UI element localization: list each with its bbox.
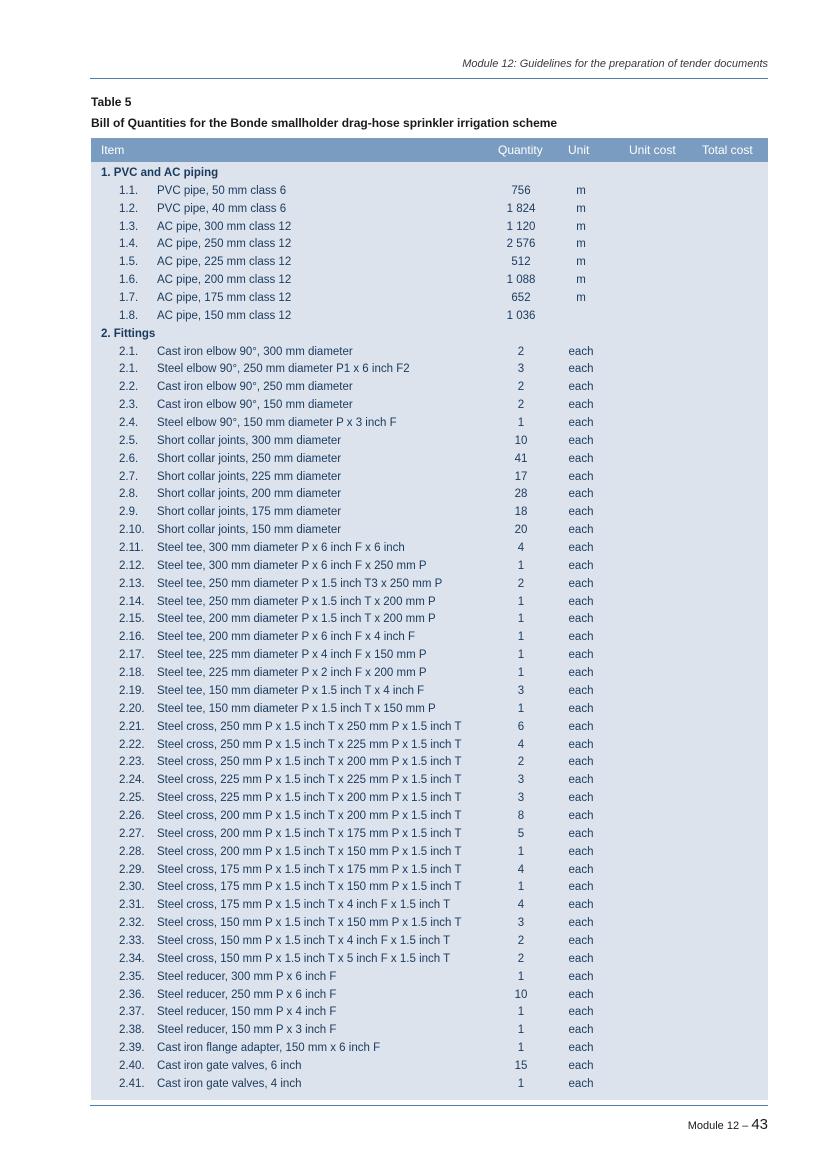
item-description: Steel cross, 150 mm P x 1.5 inch T x 5 inch F x 1.5 inch T <box>157 952 451 965</box>
item-number: 2.10. <box>119 524 145 537</box>
item-unit: each <box>568 934 594 947</box>
item-number: 2.17. <box>119 649 145 662</box>
item-description: Steel tee, 250 mm diameter P x 1.5 inch T x 200 mm P <box>157 595 436 608</box>
item-unit: each <box>568 649 594 662</box>
item-number: 2.37. <box>119 1006 145 1019</box>
item-unit: each <box>568 417 594 430</box>
item-description: Steel reducer, 150 mm P x 4 inch F <box>157 1006 337 1019</box>
item-unit: each <box>568 792 594 805</box>
item-description: PVC pipe, 50 mm class 6 <box>157 184 287 197</box>
item-description: Steel tee, 300 mm diameter P x 6 inch F x 6 inch <box>157 542 405 555</box>
table-row <box>91 344 768 362</box>
item-number: 2.8. <box>119 488 139 501</box>
item-quantity: 4 <box>517 542 525 555</box>
item-description: Steel tee, 150 mm diameter P x 1.5 inch T x 150 mm P <box>157 702 436 715</box>
table-row <box>91 361 768 379</box>
section-label: 1. PVC and AC piping <box>101 167 219 179</box>
table-row <box>91 290 768 308</box>
item-quantity: 2 <box>517 756 525 769</box>
item-unit: each <box>568 506 594 519</box>
item-unit: each <box>568 881 594 894</box>
table-row <box>91 915 768 933</box>
item-quantity: 2 <box>517 934 525 947</box>
item-description: Steel cross, 175 mm P x 1.5 inch T x 175 mm P x 1.5 inch T <box>157 863 462 876</box>
item-quantity: 3 <box>517 363 525 376</box>
table-row <box>91 629 768 647</box>
item-number: 2.19. <box>119 684 145 697</box>
item-unit: each <box>568 684 594 697</box>
item-unit: each <box>568 845 594 858</box>
item-quantity: 756 <box>511 184 531 197</box>
table-caption: Bill of Quantities for the Bonde smallholder drag-hose sprinkler irrigation scheme <box>91 116 558 130</box>
item-number: 1.3. <box>119 220 139 233</box>
item-description: AC pipe, 225 mm class 12 <box>157 256 292 269</box>
table-row <box>91 808 768 826</box>
table-row <box>91 1004 768 1022</box>
bill-of-quantities-table <box>91 138 768 1100</box>
item-number: 2.2. <box>119 381 139 394</box>
item-unit: each <box>568 774 594 787</box>
column-header-total-cost: Total cost <box>702 143 753 157</box>
footer-rule <box>90 1105 768 1106</box>
page-number: 43 <box>751 1116 768 1133</box>
table-row <box>91 647 768 665</box>
item-number: 2.1. <box>119 345 139 358</box>
item-quantity: 1 <box>517 649 525 662</box>
item-description: Steel cross, 250 mm P x 1.5 inch T x 200 mm P x 1.5 inch T <box>157 756 462 769</box>
item-number: 2.28. <box>119 845 145 858</box>
item-number: 1.5. <box>119 256 139 269</box>
item-quantity: 4 <box>517 899 525 912</box>
item-number: 1.7. <box>119 292 139 305</box>
section-row <box>91 165 768 183</box>
table-label: Table 5 <box>91 95 132 109</box>
item-number: 1.1. <box>119 184 139 197</box>
page-footer <box>688 1116 768 1133</box>
item-description: Cast iron gate valves, 6 inch <box>157 1059 302 1072</box>
table-row <box>91 1022 768 1040</box>
item-unit: each <box>568 631 594 644</box>
item-unit: each <box>568 1006 594 1019</box>
item-unit: each <box>568 1077 594 1090</box>
item-description: Steel reducer, 250 mm P x 6 inch F <box>157 988 337 1001</box>
table-row <box>91 969 768 987</box>
item-number: 2.40. <box>119 1059 145 1072</box>
item-unit: each <box>568 827 594 840</box>
item-quantity: 1 <box>517 559 525 572</box>
item-quantity: 3 <box>517 684 525 697</box>
table-row <box>91 236 768 254</box>
item-description: Cast iron flange adapter, 150 mm x 6 inch F <box>157 1042 381 1055</box>
item-quantity: 2 576 <box>506 238 536 251</box>
table-row <box>91 540 768 558</box>
table-row <box>91 683 768 701</box>
item-quantity: 1 <box>517 417 525 430</box>
item-unit: each <box>568 524 594 537</box>
item-quantity: 1 <box>517 595 525 608</box>
item-unit: m <box>576 292 586 305</box>
table-row <box>91 701 768 719</box>
table-row <box>91 719 768 737</box>
item-description: Steel cross, 150 mm P x 1.5 inch T x 4 inch F x 1.5 inch T <box>157 934 451 947</box>
item-unit: each <box>568 1059 594 1072</box>
table-row <box>91 415 768 433</box>
table-row <box>91 951 768 969</box>
item-quantity: 1 <box>517 1024 525 1037</box>
item-unit: each <box>568 863 594 876</box>
item-description: Cast iron elbow 90°, 250 mm diameter <box>157 381 353 394</box>
table-row <box>91 594 768 612</box>
item-description: Steel tee, 225 mm diameter P x 4 inch F x 150 mm P <box>157 649 427 662</box>
item-unit: each <box>568 345 594 358</box>
item-quantity: 1 <box>517 702 525 715</box>
item-number: 2.16. <box>119 631 145 644</box>
section-label: 2. Fittings <box>101 327 156 340</box>
item-unit: each <box>568 542 594 555</box>
column-header-item: Item <box>101 143 125 157</box>
table-row <box>91 272 768 290</box>
item-number: 2.22. <box>119 738 145 751</box>
table-row <box>91 522 768 540</box>
item-unit: each <box>568 667 594 680</box>
item-description: Steel tee, 200 mm diameter P x 6 inch F x 4 inch F <box>157 631 416 644</box>
table-header-row <box>91 138 768 162</box>
item-quantity: 20 <box>514 524 528 537</box>
item-number: 2.27. <box>119 827 145 840</box>
item-quantity: 2 <box>517 399 525 412</box>
item-number: 2.33. <box>119 934 145 947</box>
table-body <box>91 162 768 1100</box>
item-description: Steel reducer, 150 mm P x 3 inch F <box>157 1024 337 1037</box>
table-row <box>91 611 768 629</box>
item-unit: each <box>568 809 594 822</box>
column-header-quantity: Quantity <box>498 143 543 157</box>
item-number: 2.6. <box>119 452 139 465</box>
item-number: 1.4. <box>119 238 139 251</box>
table-row <box>91 486 768 504</box>
item-number: 2.5. <box>119 434 139 447</box>
item-unit: each <box>568 613 594 626</box>
item-number: 2.21. <box>119 720 145 733</box>
item-description: PVC pipe, 40 mm class 6 <box>157 202 287 215</box>
table-row <box>91 790 768 808</box>
item-number: 2.25. <box>119 792 145 805</box>
item-unit: each <box>568 399 594 412</box>
table-row <box>91 254 768 272</box>
item-quantity: 1 <box>517 1006 525 1019</box>
item-quantity: 1 824 <box>506 202 536 215</box>
item-description: AC pipe, 250 mm class 12 <box>157 238 292 251</box>
item-unit: each <box>568 363 594 376</box>
item-unit: m <box>576 256 586 269</box>
table-row <box>91 504 768 522</box>
item-description: Short collar joints, 225 mm diameter <box>157 470 342 483</box>
item-quantity: 3 <box>517 917 525 930</box>
item-description: Short collar joints, 250 mm diameter <box>157 452 342 465</box>
item-quantity: 1 <box>517 667 525 680</box>
item-description: Steel tee, 150 mm diameter P x 1.5 inch T x 4 inch F <box>157 684 425 697</box>
table-row <box>91 1058 768 1076</box>
item-number: 2.29. <box>119 863 145 876</box>
item-quantity: 18 <box>514 506 528 519</box>
item-quantity: 1 <box>517 613 525 626</box>
item-quantity: 4 <box>517 863 525 876</box>
table-row <box>91 844 768 862</box>
item-unit: m <box>576 202 586 215</box>
item-number: 2.23. <box>119 756 145 769</box>
item-number: 2.39. <box>119 1042 145 1055</box>
item-description: Steel cross, 225 mm P x 1.5 inch T x 200 mm P x 1.5 inch T <box>157 792 462 805</box>
item-quantity: 652 <box>511 292 531 305</box>
item-number: 2.15. <box>119 613 145 626</box>
item-description: Cast iron gate valves, 4 inch <box>157 1077 302 1090</box>
table-row <box>91 433 768 451</box>
item-unit: m <box>576 274 586 287</box>
item-number: 2.9. <box>119 506 139 519</box>
item-quantity: 2 <box>517 577 525 590</box>
item-number: 2.3. <box>119 399 139 412</box>
item-quantity: 2 <box>517 381 525 394</box>
item-quantity: 1 <box>517 881 525 894</box>
item-unit: m <box>576 184 586 197</box>
item-quantity: 10 <box>514 434 528 447</box>
item-quantity: 512 <box>511 256 531 269</box>
table-row <box>91 219 768 237</box>
item-description: Steel reducer, 300 mm P x 6 inch F <box>157 970 337 983</box>
table-row <box>91 987 768 1005</box>
item-description: Steel cross, 175 mm P x 1.5 inch T x 4 inch F x 1.5 inch T <box>157 899 451 912</box>
item-number: 2.18. <box>119 667 145 680</box>
table-row <box>91 933 768 951</box>
item-description: AC pipe, 150 mm class 12 <box>157 309 292 322</box>
item-unit: each <box>568 595 594 608</box>
item-quantity: 1 <box>517 1042 525 1055</box>
item-number: 2.34. <box>119 952 145 965</box>
table-row <box>91 1076 768 1094</box>
item-number: 2.35. <box>119 970 145 983</box>
item-number: 2.13. <box>119 577 145 590</box>
item-description: Steel tee, 300 mm diameter P x 6 inch F x 250 mm P <box>157 559 427 572</box>
item-description: Steel cross, 200 mm P x 1.5 inch T x 200 mm P x 1.5 inch T <box>157 809 462 822</box>
item-quantity: 3 <box>517 774 525 787</box>
column-header-unit-cost: Unit cost <box>629 143 676 157</box>
item-unit: each <box>568 988 594 1001</box>
item-quantity: 41 <box>514 452 528 465</box>
item-quantity: 15 <box>514 1059 528 1072</box>
item-number: 2.1. <box>119 363 139 376</box>
item-quantity: 1 <box>517 1077 525 1090</box>
header-rule <box>90 78 768 79</box>
item-unit: each <box>568 899 594 912</box>
item-description: Cast iron elbow 90°, 150 mm diameter <box>157 399 353 412</box>
table-row <box>91 469 768 487</box>
item-quantity: 6 <box>517 720 525 733</box>
item-number: 2.7. <box>119 470 139 483</box>
item-unit: each <box>568 488 594 501</box>
item-description: Short collar joints, 200 mm diameter <box>157 488 342 501</box>
table-row <box>91 754 768 772</box>
item-description: Cast iron elbow 90°, 300 mm diameter <box>157 345 353 358</box>
section-row <box>91 326 768 344</box>
item-number: 2.32. <box>119 917 145 930</box>
item-unit: each <box>568 970 594 983</box>
item-quantity: 28 <box>514 488 528 501</box>
table-row <box>91 183 768 201</box>
item-quantity: 10 <box>514 988 528 1001</box>
item-unit: each <box>568 738 594 751</box>
item-description: Steel cross, 150 mm P x 1.5 inch T x 150 mm P x 1.5 inch T <box>157 917 462 930</box>
item-unit: each <box>568 1042 594 1055</box>
table-row <box>91 201 768 219</box>
item-description: Steel cross, 250 mm P x 1.5 inch T x 225 mm P x 1.5 inch T <box>157 738 462 751</box>
table-row <box>91 576 768 594</box>
item-quantity: 2 <box>517 345 525 358</box>
item-unit: each <box>568 559 594 572</box>
item-description: Short collar joints, 300 mm diameter <box>157 434 342 447</box>
item-number: 2.31. <box>119 899 145 912</box>
item-quantity: 2 <box>517 952 525 965</box>
item-description: Steel elbow 90°, 250 mm diameter P1 x 6 inch F2 <box>157 363 410 376</box>
item-number: 2.4. <box>119 417 139 430</box>
item-unit: each <box>568 577 594 590</box>
item-unit: each <box>568 756 594 769</box>
item-quantity: 8 <box>517 809 525 822</box>
item-unit: each <box>568 917 594 930</box>
table-row <box>91 665 768 683</box>
item-description: Short collar joints, 175 mm diameter <box>157 506 342 519</box>
item-number: 2.41. <box>119 1077 145 1090</box>
table-row <box>91 558 768 576</box>
item-description: Steel cross, 225 mm P x 1.5 inch T x 225 mm P x 1.5 inch T <box>157 774 462 787</box>
item-description: AC pipe, 200 mm class 12 <box>157 274 292 287</box>
table-row <box>91 772 768 790</box>
item-quantity: 1 036 <box>506 309 536 322</box>
table-row <box>91 897 768 915</box>
item-number: 2.14. <box>119 595 145 608</box>
item-description: Steel elbow 90°, 150 mm diameter P x 3 inch F <box>157 417 397 430</box>
item-unit: m <box>576 238 586 251</box>
item-quantity: 4 <box>517 738 525 751</box>
item-number: 1.8. <box>119 309 139 322</box>
item-description: Steel tee, 225 mm diameter P x 2 inch F x 200 mm P <box>157 667 427 680</box>
table-row <box>91 308 768 326</box>
item-description: Steel cross, 250 mm P x 1.5 inch T x 250 mm P x 1.5 inch T <box>157 720 462 733</box>
item-quantity: 1 <box>517 845 525 858</box>
item-description: Steel cross, 200 mm P x 1.5 inch T x 175 mm P x 1.5 inch T <box>157 827 462 840</box>
item-quantity: 17 <box>514 470 528 483</box>
item-unit: each <box>568 1024 594 1037</box>
item-unit: each <box>568 952 594 965</box>
item-unit: each <box>568 702 594 715</box>
item-number: 2.36. <box>119 988 145 1001</box>
item-number: 2.11. <box>119 542 144 555</box>
item-number: 1.6. <box>119 274 139 287</box>
item-unit: each <box>568 720 594 733</box>
table-row <box>91 1040 768 1058</box>
item-quantity: 3 <box>517 792 525 805</box>
item-number: 1.2. <box>119 202 139 215</box>
item-unit: each <box>568 452 594 465</box>
item-unit: m <box>576 220 586 233</box>
item-number: 2.20. <box>119 702 145 715</box>
footer-module-label: Module 12 – <box>687 1120 749 1132</box>
item-number: 2.26. <box>119 809 145 822</box>
item-description: Steel cross, 200 mm P x 1.5 inch T x 150 mm P x 1.5 inch T <box>157 845 462 858</box>
item-description: Steel cross, 175 mm P x 1.5 inch T x 150 mm P x 1.5 inch T <box>157 881 462 894</box>
item-quantity: 1 120 <box>506 220 536 233</box>
table-row <box>91 879 768 897</box>
running-header: Module 12: Guidelines for the preparation of tender documents <box>462 58 768 70</box>
item-quantity: 1 088 <box>506 274 536 287</box>
item-unit: each <box>568 381 594 394</box>
item-description: Steel tee, 200 mm diameter P x 1.5 inch T x 200 mm P <box>157 613 436 626</box>
item-unit: each <box>568 470 594 483</box>
table-row <box>91 397 768 415</box>
item-description: AC pipe, 300 mm class 12 <box>157 220 292 233</box>
item-number: 2.12. <box>119 559 145 572</box>
column-header-unit: Unit <box>568 143 590 157</box>
item-quantity: 5 <box>517 827 525 840</box>
table-row <box>91 451 768 469</box>
item-quantity: 1 <box>517 631 525 644</box>
item-description: Steel tee, 250 mm diameter P x 1.5 inch T3 x 250 mm P <box>157 577 443 590</box>
item-description: AC pipe, 175 mm class 12 <box>157 292 292 305</box>
item-number: 2.38. <box>119 1024 145 1037</box>
item-number: 2.24. <box>119 774 145 787</box>
item-number: 2.30. <box>119 881 145 894</box>
item-unit: each <box>568 434 594 447</box>
table-row <box>91 826 768 844</box>
table-row <box>91 862 768 880</box>
table-row <box>91 737 768 755</box>
item-description: Short collar joints, 150 mm diameter <box>157 524 342 537</box>
table-row <box>91 379 768 397</box>
item-quantity: 1 <box>517 970 525 983</box>
